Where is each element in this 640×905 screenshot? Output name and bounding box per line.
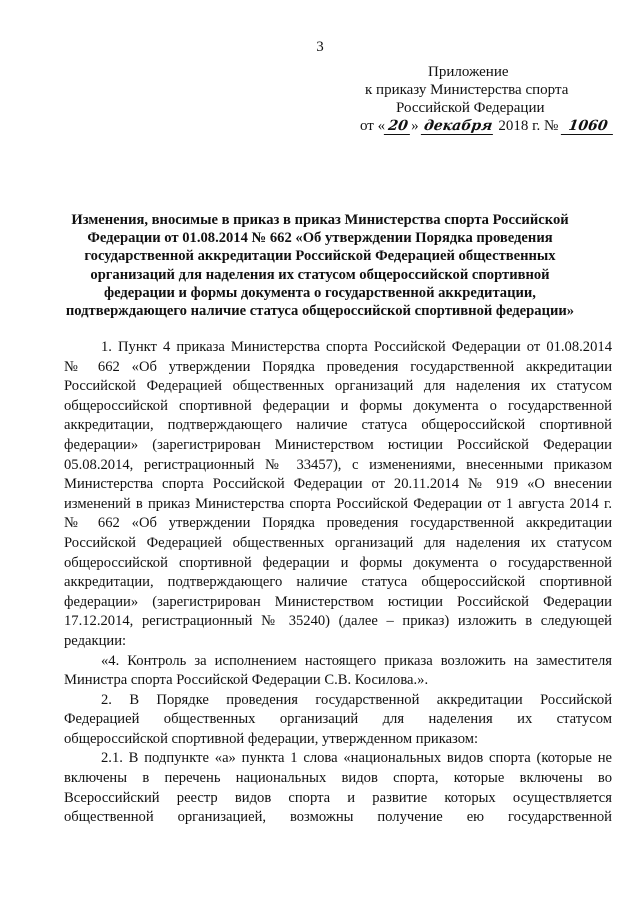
body-line: общероссийской спортивной федерации и формы документа о государственной: [64, 554, 612, 571]
body-line: Министерства спорта Российской Федерации от 20.11.2014 № 919 «О внесении: [64, 476, 612, 493]
body-line: аккредитации, подтверждающего наличие статуса общероссийской спортивной: [64, 417, 612, 434]
body-line: Российской Федерацией общественных организаций для наделения их статусом: [64, 534, 612, 551]
body-line: федерации» (зарегистрирован Министерством юстиции Российской Федерации: [64, 436, 612, 453]
body-line: 17.12.2014, регистрационный № 35240) (далее – приказ) изложить в следующей: [64, 613, 612, 630]
document-body: [64, 338, 612, 828]
handwritten-month: декабря: [421, 118, 496, 135]
appendix-date-line: [360, 117, 620, 135]
appendix-header: [360, 63, 620, 135]
body-line: Федерацией общественных организаций для наделения их статусом: [64, 711, 612, 728]
date-year: 2018 г. №: [498, 118, 559, 134]
body-line: федерации» (зарегистрирован Министерством юстиции Российской Федерации: [64, 593, 612, 610]
title-line: организаций для наделения их статусом общероссийской спортивной: [90, 266, 550, 283]
appendix-order-ref: к приказу Министерства спорта: [365, 82, 569, 98]
handwritten-order-number: 1060: [561, 118, 615, 135]
body-line: № 662 «Об утверждении Порядка проведения государственной аккредитации: [64, 515, 612, 532]
title-line: федерации и формы документа о государственной аккредитации,: [104, 284, 536, 301]
body-line: редакции:: [64, 632, 127, 649]
appendix-label: Приложение: [428, 64, 509, 80]
body-line: Российской Федерацией общественных организаций для наделения их статусом: [64, 378, 612, 395]
appendix-federation: Российской Федерации: [396, 100, 545, 116]
body-line: Всероссийский реестр видов спорта и развитие которых осуществляется: [64, 789, 612, 806]
document-title: [60, 211, 580, 320]
body-line: общероссийской спортивной федерации, утвержденном приказом:: [64, 730, 479, 747]
body-line: Министра спорта Российской Федерации С.В. Косилова.».: [64, 672, 429, 689]
body-line: изменений в приказ Министерства спорта Российской Федерации от 1 августа 2014 г.: [64, 495, 612, 512]
body-line: аккредитации, подтверждающего наличие статуса общероссийской спортивной: [64, 574, 612, 591]
date-prefix: от «: [360, 118, 386, 134]
handwritten-day: 20: [384, 118, 412, 135]
title-line: Федерации от 01.08.2014 № 662 «Об утверждении Порядка проведения: [87, 230, 553, 247]
body-line: общественной организацией, возможны получение ею государственной: [64, 809, 612, 826]
title-line: государственной аккредитации Российской Федерацией общественных: [84, 248, 556, 265]
date-quote-close: »: [411, 118, 419, 134]
body-line: 2.1. В подпункте «а» пункта 1 слова «национальных видов спорта (которые не: [101, 750, 612, 767]
body-line: 2. В Порядке проведения государственной аккредитации Российской: [101, 691, 612, 708]
body-line: № 662 «Об утверждении Порядка проведения государственной аккредитации: [64, 358, 612, 375]
title-line: Изменения, вносимые в приказ в приказ Министерства спорта Российской: [71, 212, 569, 228]
body-line: 1. Пункт 4 приказа Министерства спорта Российской Федерации от 01.08.2014: [101, 339, 612, 355]
body-line: «4. Контроль за исполнением настоящего приказа возложить на заместителя: [101, 652, 612, 669]
page-number: 3: [316, 39, 324, 55]
title-line: подтверждающего наличие статуса общероссийской спортивной федерации»: [65, 303, 575, 320]
body-line: включены в перечень национальных видов спорта, которые включены во: [64, 770, 612, 787]
body-line: 05.08.2014, регистрационный № 33457), с изменениями, внесенными приказом: [64, 456, 612, 473]
body-line: общероссийской спортивной федерации и формы документа о государственной: [64, 397, 612, 414]
